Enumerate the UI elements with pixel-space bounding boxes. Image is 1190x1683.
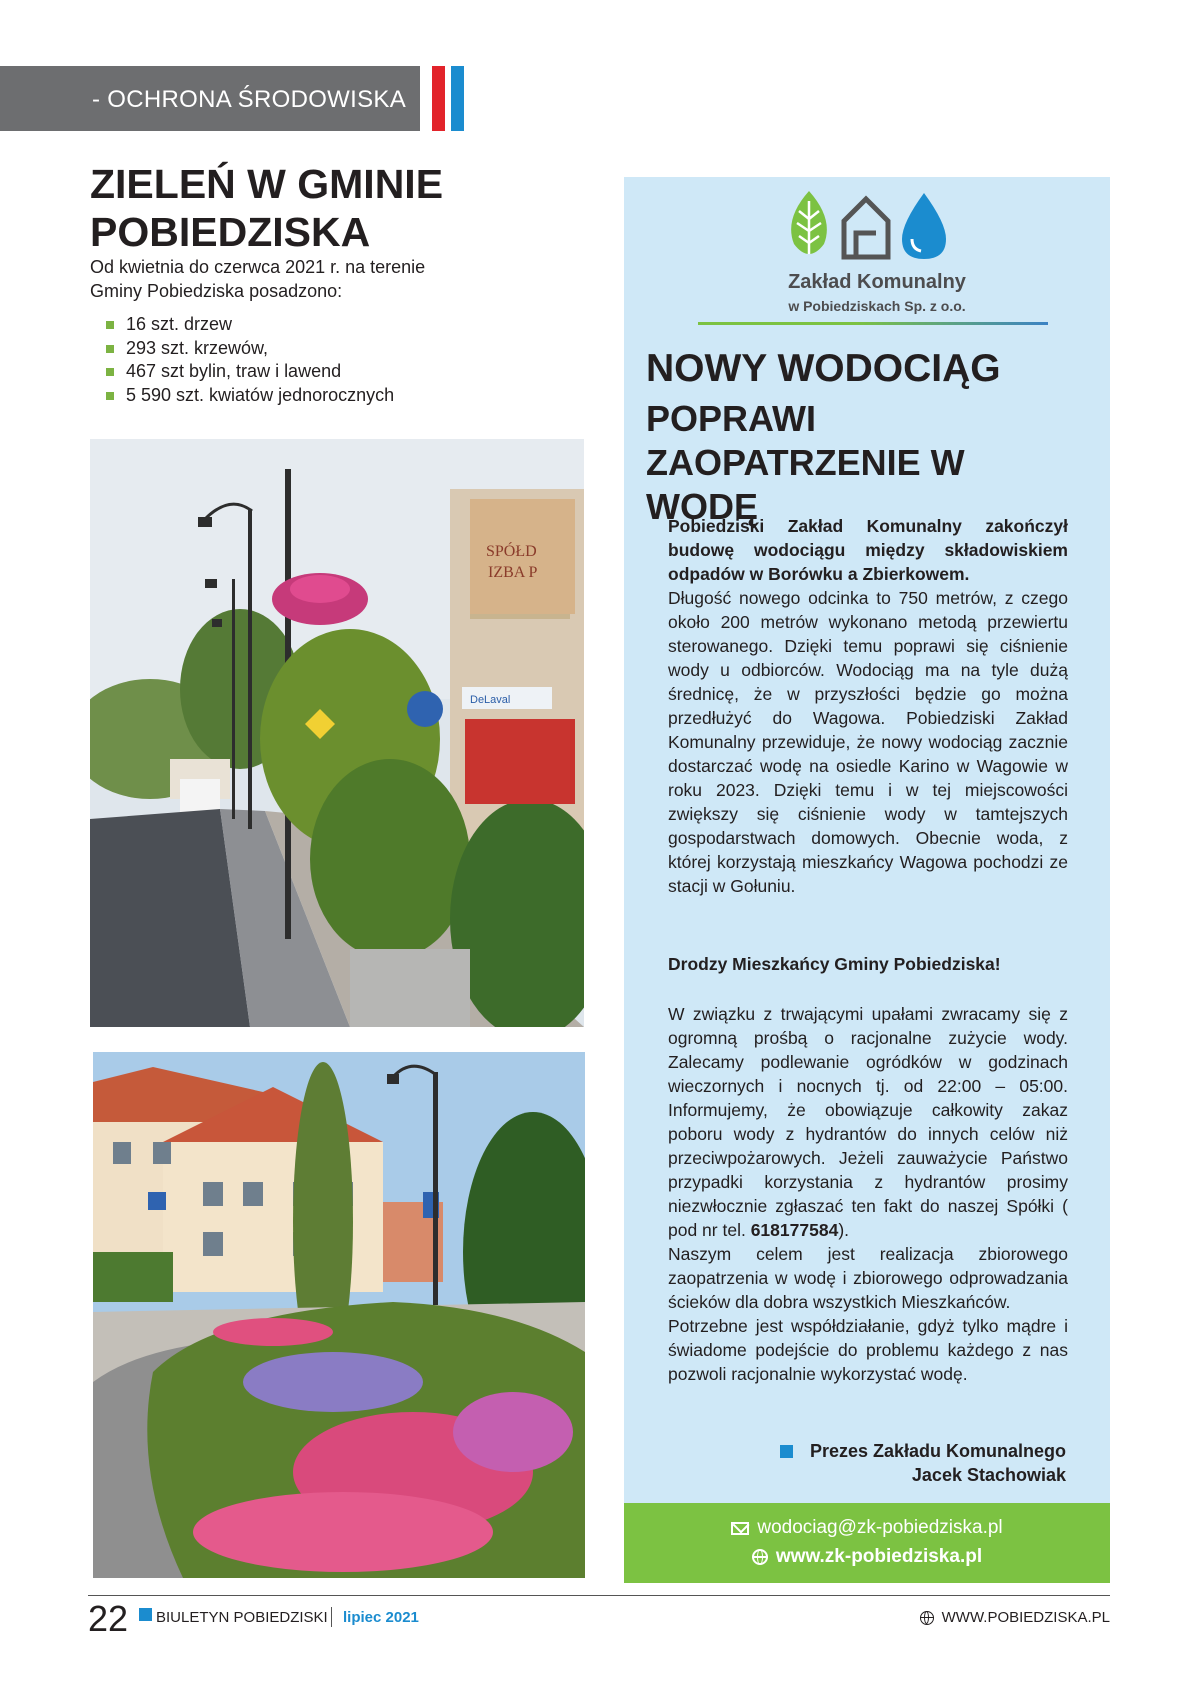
- section-flag-blue: [451, 66, 464, 131]
- appeal-paragraph-end: ).: [838, 1220, 850, 1240]
- section-header: [0, 66, 420, 131]
- footer-separator: [331, 1607, 332, 1627]
- left-article-title: ZIELEŃ W GMINIE POBIEDZISKA: [90, 161, 444, 255]
- company-name: Zakład Komunalny: [788, 271, 966, 293]
- list-item: 293 szt. krzewów,: [106, 337, 394, 361]
- article-lead: Pobiedziski Zakład Komunalny zakończył budowę wodociągu między składowiskiem odpadów w Borówku a Zbierkowem.: [668, 516, 1068, 584]
- signature-name: Jacek Stachowiak: [911, 1465, 1066, 1485]
- page-number: 22: [88, 1598, 129, 1639]
- plantings-list: [106, 313, 394, 407]
- panel-subtitle: POPRAWI ZAOPATRZENIE W WODĘ: [646, 398, 965, 527]
- footer-square-icon: [139, 1608, 152, 1621]
- panel-title: NOWY WODOCIĄG: [646, 347, 1001, 390]
- email-row[interactable]: [624, 1517, 1110, 1539]
- appeal-cooperation: Potrzebne jest współdziałanie, gdyż tylko mądre i świadome podejście do problemu każdego z nas pozwoli racjonalnie wykorzystać wodę.: [668, 1316, 1068, 1384]
- sign-text: SPÓŁD: [486, 543, 537, 560]
- company-logo-icon: [784, 189, 954, 264]
- issue-date: lipiec 2021: [343, 1609, 419, 1626]
- signature: [780, 1439, 1066, 1487]
- appeal-text: [668, 1002, 1068, 1386]
- article-body: Długość nowego odcinka to 750 metrów, z czego około 200 metrów wykonano metodą przewiertu sterowanego. Dzięki temu poprawi się ciśnienie wody u odbiorców. Wodociąg ma na tyle dużą średnicę, że w przyszłości będzie go można przedłużyć do Wagowa. Pobiedziski Zakład Komunalny przewiduje, że nowy wodociąg zacznie dostarczać wodę na osiedle Karino w Wagowie w roku 2023. Dzięki temu i w tej miejscowości zwiększy się ciśnienie wody w tamtejszych gospodarstwach domowych. Obecnie woda, z której korzystają mieszkańcy Wagowa pochodzi ze stacji w Gołuniu.: [668, 588, 1068, 896]
- list-item: 16 szt. drzew: [106, 313, 394, 337]
- envelope-icon: [731, 1522, 749, 1535]
- list-item: 5 590 szt. kwiatów jednorocznych: [106, 384, 394, 408]
- signature-role: Prezes Zakładu Komunalnego: [780, 1439, 1066, 1463]
- section-flag-red: [432, 66, 445, 131]
- appeal-paragraph: W związku z trwającymi upałami zwracamy się z ogromną prośbą o racjonalne zużycie wody. Zalecamy podlewanie ogródków w godzinach wieczornych i nocnych tj. od 22:00 – 05:00. Informujemy, że obowiązuje całkowity zakaz poboru wody z hydrantów do innych celów niż przeciwpożarowych. Jeżeli zauważycie Państwo przypadki korzystania z hydrantów prosimy niezwłocznie zgłaszać ten fakt do naszej Spółki ( pod nr tel.: [668, 1004, 1068, 1240]
- sign-text: DeLaval: [470, 694, 511, 706]
- footer-divider: [88, 1595, 1110, 1596]
- email-link[interactable]: wodociag@zk-pobiedziska.pl: [757, 1517, 1003, 1538]
- publication-name: BIULETYN POBIEDZISKI: [156, 1609, 328, 1626]
- phone-number: 618177584: [750, 1220, 839, 1240]
- globe-icon: [752, 1549, 768, 1565]
- list-item: 467 szt bylin, traw i lawend: [106, 360, 394, 384]
- company-subname: w Pobiedziskach Sp. z o.o.: [788, 298, 966, 314]
- logo-divider: [698, 322, 1048, 325]
- appeal-goal: Naszym celem jest realizacja zbiorowego zaopatrzenia w wodę i zbiorowego odprowadzania ścieków dla dobra wszystkich Mieszkańców.: [668, 1244, 1068, 1312]
- footer-website-link[interactable]: WWW.POBIEDZISKA.PL: [941, 1609, 1110, 1626]
- contact-bar: [624, 1503, 1110, 1583]
- sign-text: IZBA P: [488, 564, 538, 581]
- water-article-panel: [624, 177, 1110, 1583]
- street-flowers-photo: [90, 439, 584, 1027]
- flowerbed-building-photo: [93, 1052, 585, 1578]
- section-label: - OCHRONA ŚRODOWISKA: [92, 86, 407, 113]
- globe-icon: [920, 1611, 934, 1625]
- footer-website[interactable]: [920, 1609, 1110, 1626]
- website-row[interactable]: [624, 1546, 1110, 1568]
- website-link[interactable]: www.zk-pobiedziska.pl: [775, 1546, 983, 1567]
- left-article-intro: Od kwietnia do czerwca 2021 r. na terenie Gminy Pobiedziska posadzono:: [90, 257, 426, 301]
- appeal-greeting: Drodzy Mieszkańcy Gminy Pobiedziska!: [668, 954, 1001, 974]
